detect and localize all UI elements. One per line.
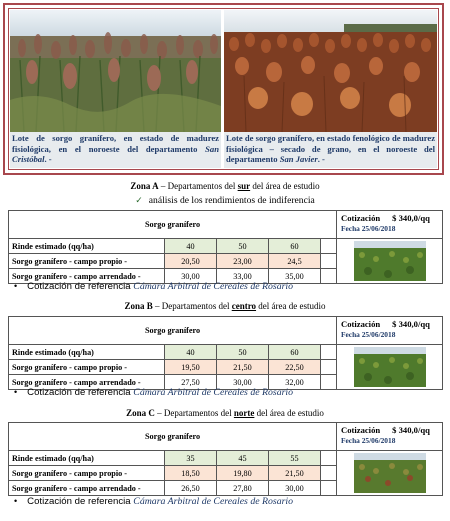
zone-c-reference-source: Cámara Arbitral de Cereales de Rosario [133,496,294,507]
zone-b-rinde-3: 60 [269,345,321,360]
zone-c-arrendado-2: 27,80 [217,481,269,496]
zone-a-arrendado-1: 30,00 [165,269,217,284]
zone-c-crop-header: Sorgo granífero [9,423,337,451]
zone-c-date: Fecha 25/06/2018 [341,436,396,445]
zone-b-title [0,301,450,312]
zone-b-propio-1: 19,50 [165,360,217,375]
zone-b-tail: del área de estudio [256,301,326,311]
zone-a-table [8,210,443,284]
zone-c-propio-1: 18,50 [165,466,217,481]
bullet-icon: • [14,281,18,291]
zone-b-key: centro [231,301,257,311]
zone-a-crop-header: Sorgo granífero [9,211,337,239]
zone-c-reference [14,495,293,508]
zone-c-rinde-1: 35 [165,451,217,466]
zone-b-price: $ 340,0/qq [392,319,430,329]
zone-a-arrendado-label: Sorgo granífero - campo arrendado - [9,269,165,284]
zone-a-propio-3: 24,5 [269,254,321,269]
zone-a-spacer [321,254,337,269]
zone-c-rinde-label: Rinde estimado (qq/ha) [9,451,165,466]
caption-left-end: . - [44,154,52,165]
zone-b-propio-label: Sorgo granífero - campo propio - [9,360,165,375]
zone-c-key: norte [233,408,255,418]
zone-a-arrendado-3: 35,00 [269,269,321,284]
zone-a-field-photo-cell [337,239,443,284]
zone-c-field-photo-cell [337,451,443,496]
zone-a-rinde-3: 60 [269,239,321,254]
zone-c-spacer [321,481,337,496]
zone-b-propio-2: 21,50 [217,360,269,375]
zone-c-propio-label: Sorgo granífero - campo propio - [9,466,165,481]
caption-left-place: San Cristóbal [12,143,219,165]
zone-b-field-photo-cell [337,345,443,390]
caption-left-text: Lote de sorgo granífero, en estado de madurez fisiológica, en el noroeste del departamento [12,133,219,154]
zone-a-propio-2: 23,00 [217,254,269,269]
zone-c-mid: – Departamentos del [154,408,234,418]
zone-b-spacer [321,345,337,360]
photo-caption-right [224,132,437,168]
zone-b-label: Zona B [124,301,153,311]
zone-c-arrendado-label: Sorgo granífero - campo arrendado - [9,481,165,496]
zone-a-reference [14,280,293,293]
zone-b-reference-source: Cámara Arbitral de Cereales de Rosario [133,387,294,398]
zone-c-tail: del área de estudio [254,408,324,418]
zone-b-arrendado-1: 27,50 [165,375,217,390]
zone-a-rinde-label: Rinde estimado (qq/ha) [9,239,165,254]
zone-c-rinde-3: 55 [269,451,321,466]
check-icon: ✓ [135,196,143,206]
bullet-icon: • [14,387,18,397]
zone-b-mid: – Departamentos del [152,301,232,311]
zone-b-rinde-1: 40 [165,345,217,360]
zone-a-rinde-1: 40 [165,239,217,254]
caption-right-place: San Javier [279,154,318,165]
zone-a-arrendado-2: 33,00 [217,269,269,284]
zone-a-tail: del área de estudio [250,181,320,191]
zone-c-title [0,408,450,419]
zone-b-crop-header: Sorgo granífero [9,317,337,345]
zone-c-arrendado-3: 30,00 [269,481,321,496]
zone-a-reference-lead: Cotización de referencia [27,281,131,292]
zone-c-price: $ 340,0/qq [392,425,430,435]
sorghum-field-photo-a [354,241,426,281]
zone-c-label: Zona C [126,408,155,418]
zone-b-rinde-2: 50 [217,345,269,360]
zone-a-cotizacion-label: Cotización [341,213,381,223]
sorghum-photo-san-javier [224,10,437,132]
zone-a-spacer [321,269,337,284]
zone-a-label: Zona A [130,181,159,191]
zone-b-propio-3: 22,50 [269,360,321,375]
zone-c-cotizacion-cell [337,423,443,451]
zone-b-reference-lead: Cotización de referencia [27,387,131,398]
zone-b-table [8,316,443,390]
zone-b-arrendado-3: 32,00 [269,375,321,390]
zone-a-date: Fecha 25/06/2018 [341,224,396,233]
zone-a-cotizacion-cell [337,211,443,239]
zone-c-reference-lead: Cotización de referencia [27,496,131,507]
sorghum-photo-san-cristobal [10,10,221,132]
bullet-icon: • [14,496,18,506]
indifference-analysis-text: análisis de los rendimientos de indiferencia [148,195,315,206]
zone-a-spacer [321,239,337,254]
zone-b-date: Fecha 25/06/2018 [341,330,396,339]
zone-b-rinde-label: Rinde estimado (qq/ha) [9,345,165,360]
zone-c-table [8,422,443,496]
zone-b-cotizacion-cell [337,317,443,345]
zone-c-propio-2: 19,80 [217,466,269,481]
zone-c-spacer [321,466,337,481]
zone-a-price: $ 340,0/qq [392,213,430,223]
photo-panel [3,3,444,175]
zone-c-rinde-2: 45 [217,451,269,466]
zone-a-mid: – Departamentos del [158,181,238,191]
sorghum-field-photo-c [354,453,426,493]
zone-c-arrendado-1: 26,50 [165,481,217,496]
zone-a-propio-label: Sorgo granífero - campo propio - [9,254,165,269]
zone-a-title [0,181,450,192]
zone-c-cotizacion-label: Cotización [341,425,381,435]
zone-b-cotizacion-label: Cotización [341,319,381,329]
zone-a-propio-1: 20,50 [165,254,217,269]
photo-caption-left [10,132,221,168]
zone-c-spacer [321,451,337,466]
caption-right-text: Lote de sorgo granífero, en estado fenológico de madurez fisiológica – secado de grano, en el noroeste del departamento [226,133,436,165]
zone-c-propio-3: 21,50 [269,466,321,481]
indifference-analysis-line [0,195,450,207]
zone-b-spacer [321,360,337,375]
zone-b-arrendado-label: Sorgo granífero - campo arrendado - [9,375,165,390]
sorghum-field-photo-b [354,347,426,387]
zone-b-reference [14,386,293,399]
zone-a-key: sur [237,181,251,191]
zone-b-arrendado-2: 30,00 [217,375,269,390]
zone-a-reference-source: Cámara Arbitral de Cereales de Rosario [133,281,294,292]
zone-a-rinde-2: 50 [217,239,269,254]
caption-right-end: . - [317,154,325,165]
zone-b-spacer [321,375,337,390]
